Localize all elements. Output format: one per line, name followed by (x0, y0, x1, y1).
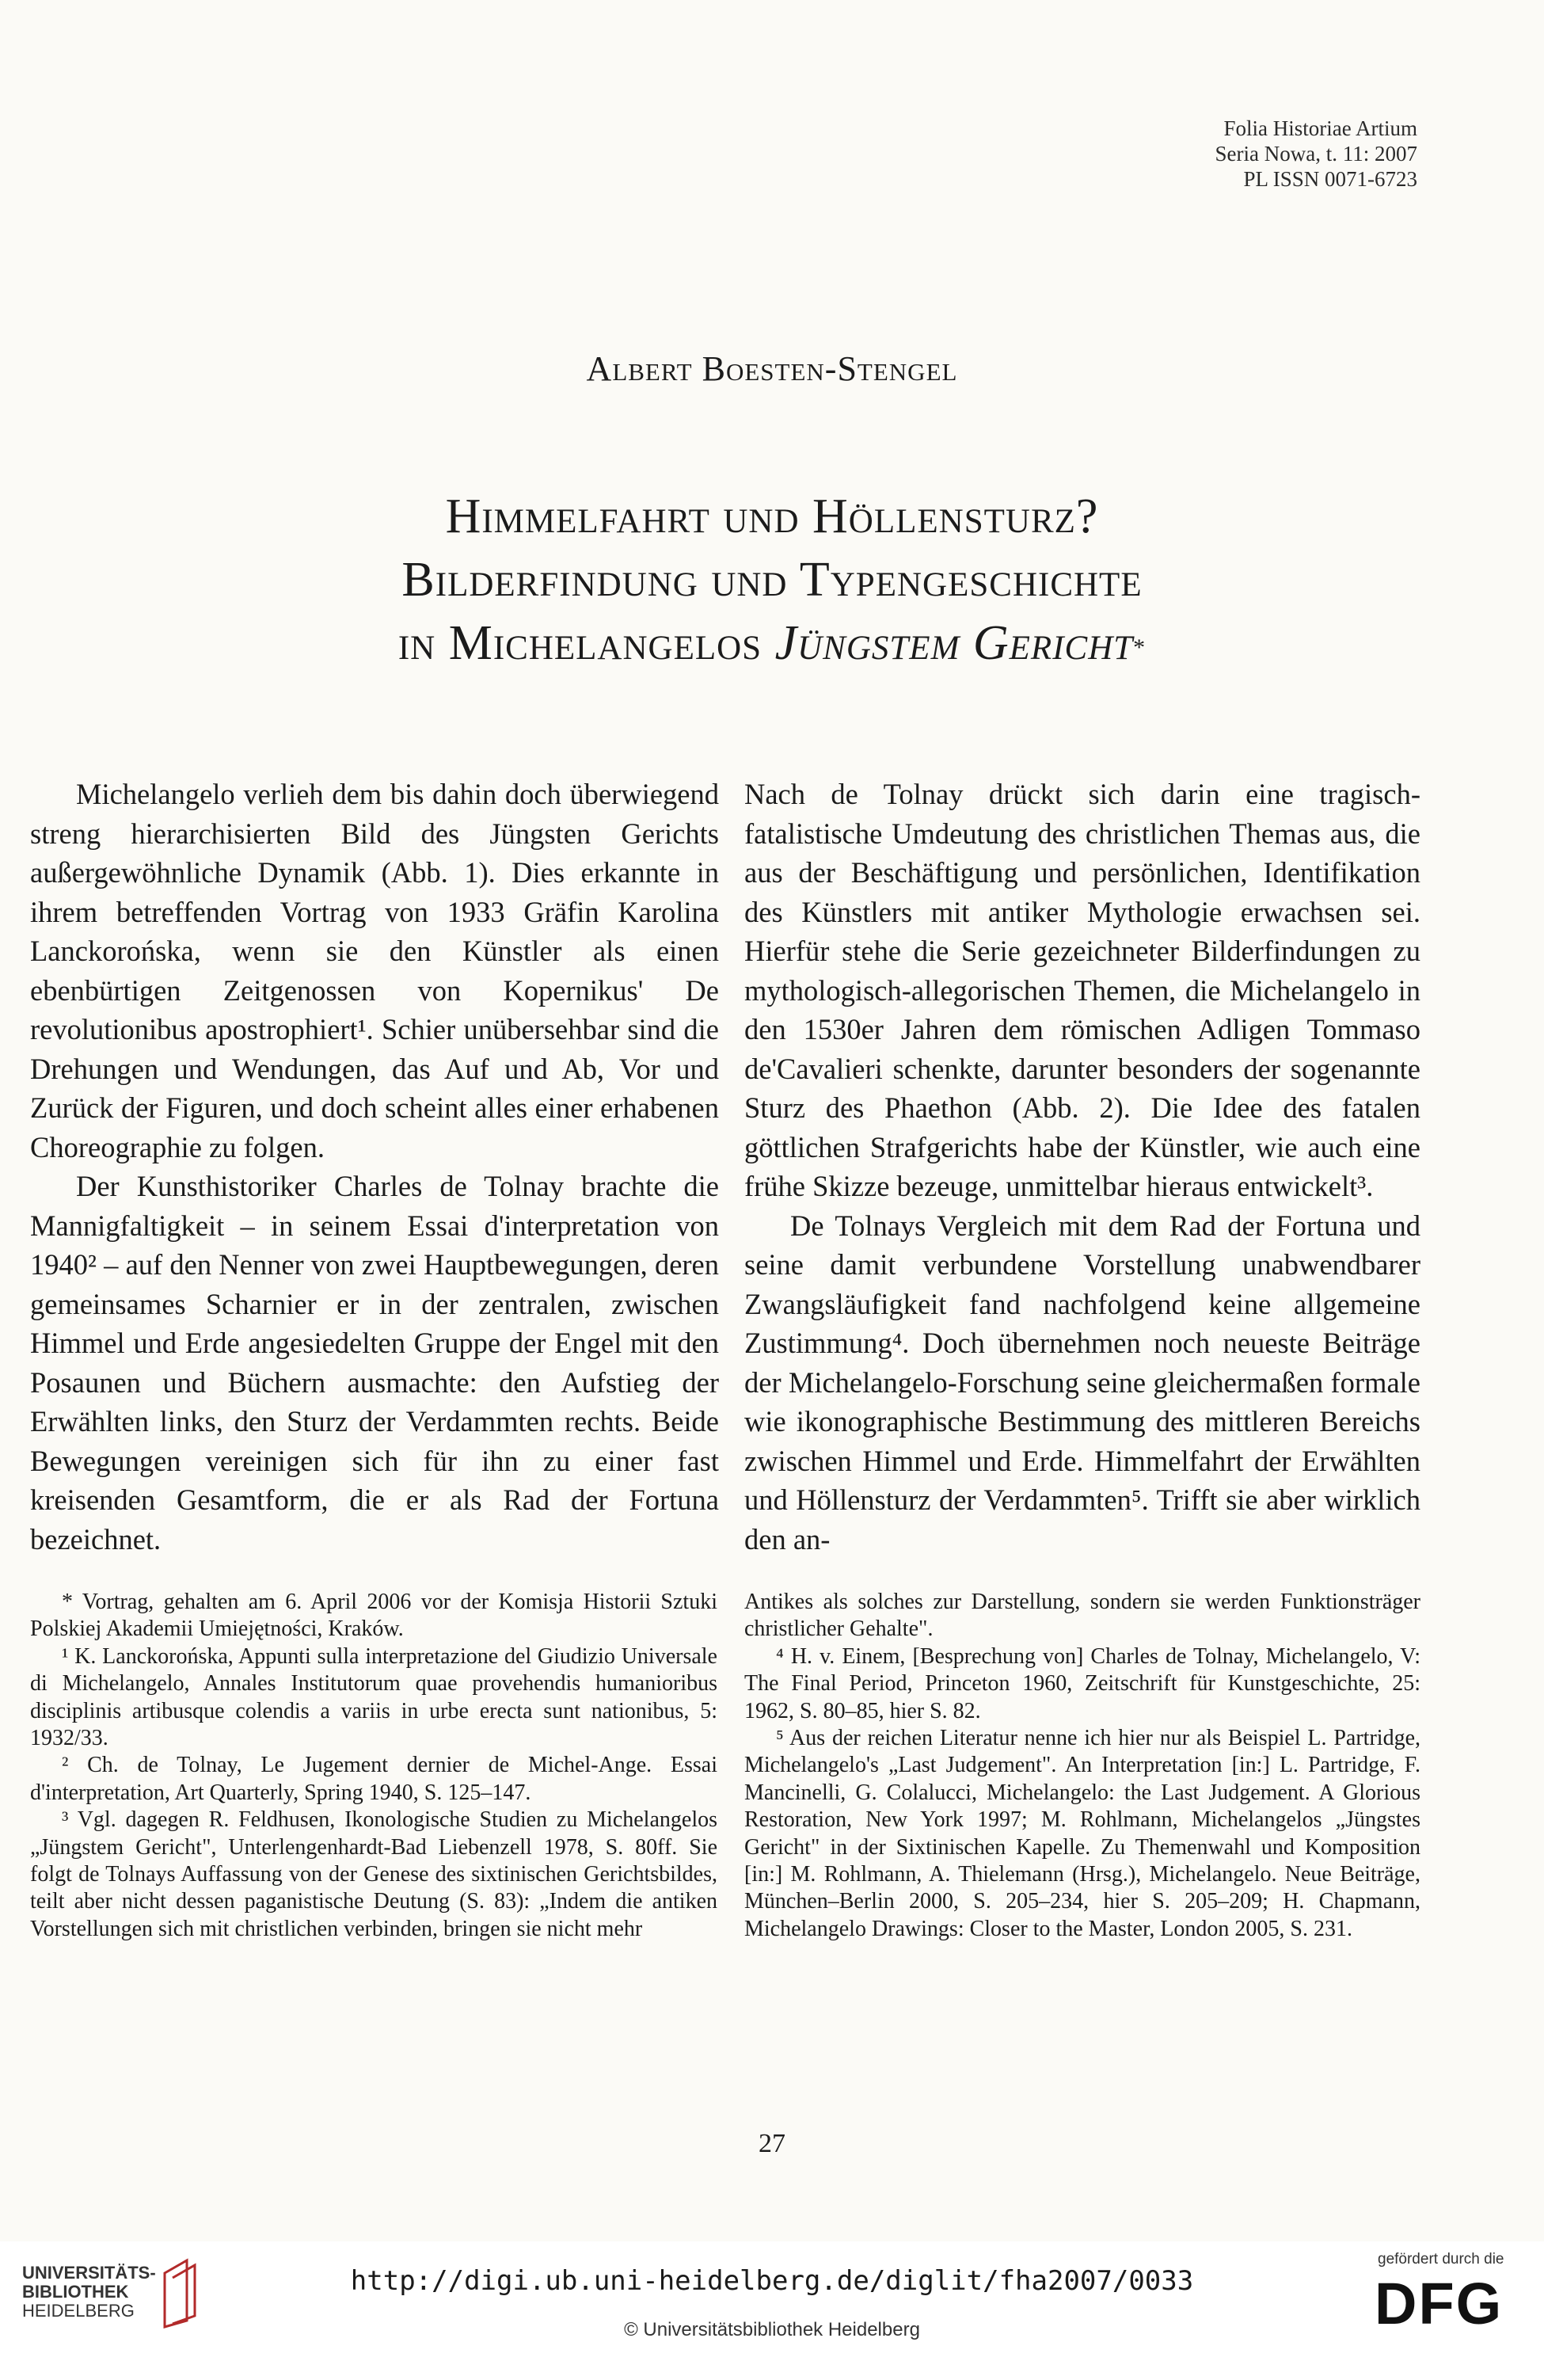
title-line-1: Himmelfahrt und Höllensturz? (445, 489, 1099, 543)
library-line-2: BIBLIOTHEK (22, 2282, 129, 2302)
journal-info (1215, 116, 1417, 192)
body-column-left (30, 775, 719, 1559)
title-footnote-mark: * (1133, 634, 1147, 661)
library-line-1: UNIVERSITÄTS- (22, 2263, 156, 2283)
footnote-1: ¹ K. Lanckorońska, Appunti sulla interpretazione del Giudizio Universale di Michelangelo, Annales Institutorum quae provehendis humanioribus disciplinis artibusque colendis a variis in urbe erecta sunt nationibus, 5: 1932/33. (30, 1643, 717, 1751)
footnote-3: ³ Vgl. dagegen R. Feldhusen, Ikonologische Studien zu Michelangelos „Jüngstem Gericht", Unterlengenhardt-Bad Liebenzell 1978, S. 80ff. Sie folgt de Tolnays Auffassung von der Genese des sixtinischen Gerichtsbildes, teilt aber nicht dessen paganistische Deutung (S. 83): „Indem die antiken Vorstellungen sich mit christlichen verbinden, bringen sie nicht mehr (30, 1807, 717, 1941)
page-number: 27 (759, 2129, 785, 2158)
source-url-link[interactable]: http://digi.ub.uni-heidelberg.de/diglit/fha2007/0033 (350, 2265, 1194, 2297)
paragraph: De Tolnays Vergleich mit dem Rad der Fortuna und seine damit verbundene Vorstellung unabwendbarer Zwangsläufigkeit fand nachfolgend keine allgemeine Zustimmung⁴. Doch übernehmen noch neueste Beiträge der Michelangelo-Forschung seine gleichermaßen formale wie ikonographische Bestimmung des mittleren Bereichs zwischen Himmel und Erde. Himmelfahrt der Erwählten und Höllensturz der Verdammten⁵. Trifft sie aber wirklich den an- (744, 1209, 1420, 1556)
title-line-3-prefix: in Michelangelos (397, 616, 775, 670)
title-line-3 (0, 611, 1544, 675)
dfg-label: gefördert durch die (1378, 2251, 1504, 2268)
author-name: Albert Boesten-Stengel (586, 349, 958, 388)
footer-bar (0, 2241, 1544, 2380)
footnote-star: * Vortrag, gehalten am 6. April 2006 vor der Komisja Historii Sztuki Polskiej Akademii Umiejętności, Kraków. (30, 1590, 717, 1642)
footnote-3-continued: Antikes als solches zur Darstellung, sondern sie werden Funktionsträger christlicher Gehalte". (744, 1590, 1420, 1642)
title-line-2: Bilderfindung und Typengeschichte (401, 553, 1143, 607)
paragraph: Nach de Tolnay drückt sich darin eine tragisch-fatalistische Umdeutung des christlichen Themas aus, die aus der Beschäftigung und persönlichen, Identifikation des Künstlers mit antiker Mythologie erwachsen sei. Hierfür stehe die Serie gezeichneter Bilderfindungen zu mythologisch-allegorischen Themen, die Michelangelo in den 1530er Jahren dem römischen Adligen Tommaso de'Cavalieri schenkte, darunter besonders der sogenannte Sturz des Phaethon (Abb. 2). Die Idee des fatalen göttlichen Strafgerichts habe der Künstler, wie auch eine frühe Skizze bezeuge, unmittelbar hieraus entwickelt³. (744, 778, 1420, 1202)
paragraph: Der Kunsthistoriker Charles de Tolnay brachte die Mannigfaltigkeit – in seinem Essai d'interpretation von 1940² – auf den Nenner von zwei Hauptbewegungen, deren gemeinsames Scharnier er in der zentralen, zwischen Himmel und Erde angesiedelten Gruppe der Engel mit den Posaunen und Büchern ausmachte: den Aufstieg der Erwählten links, den Sturz der Verdammten rechts. Beide Bewegungen vereinigen sich für ihn zu einer fast kreisenden Gesamtform, die er als Rad der Fortuna bezeichnet. (30, 1170, 719, 1556)
body-column-right (744, 775, 1420, 1559)
paragraph: Michelangelo verlieh dem bis dahin doch überwiegend streng hierarchisierten Bild des Jüngsten Gerichts außergewöhnliche Dynamik (Abb. 1). Dies erkannte in ihrem betreffenden Vortrag von 1933 Gräfin Karolina Lanckorońska, wenn sie den Künstler als einen ebenbürtigen Zeitgenossen von Kopernikus' De revolutionibus apostrophiert¹. Schier unübersehbar sind die Drehungen und Wendungen, das Auf und Ab, Vor und Zurück der Figuren, und doch scheint alles einer erhabenen Choreographie zu folgen. (30, 778, 719, 1163)
footnotes-right (744, 1589, 1420, 1943)
journal-series: Seria Nowa, t. 11: 2007 (1215, 142, 1417, 166)
journal-name: Folia Historiae Artium (1223, 116, 1417, 140)
footnote-5: ⁵ Aus der reichen Literatur nenne ich hier nur als Beispiel L. Partridge, Michelangelo's „Last Judgement". An Interpretation [in:] L. Partridge, F. Mancinelli, G. Colalucci, Michelangelo: the Last Judgement. A Glorious Restoration, New York 1997; M. Rohlmann, Michelangelos „Jüngstes Gericht" in der Sixtinischen Kapelle. Zu Themenwahl und Komposition [in:] M. Rohlmann, A. Thielemann (Hrsg.), Michelangelo. Neue Beiträge, München–Berlin 2000, S. 205–234, hier S. 205–209; H. Chapmann, Michelangelo Drawings: Closer to the Master, London 2005, S. 231. (744, 1726, 1420, 1941)
footnote-4: ⁴ H. v. Einem, [Besprechung von] Charles de Tolnay, Michelangelo, V: The Final Period, Princeton 1960, Zeitschrift für Kunstgeschichte, 25: 1962, S. 80–85, hier S. 82. (744, 1643, 1420, 1723)
journal-issn: PL ISSN 0071-6723 (1243, 167, 1417, 191)
footnote-2: ² Ch. de Tolnay, Le Jugement dernier de Michel-Ange. Essai d'interpretation, Art Quarterly, Spring 1940, S. 125–147. (30, 1753, 717, 1805)
footnotes-left (30, 1589, 717, 1943)
title-line-3-italic: Jüngstem Gericht (774, 616, 1134, 670)
dfg-logo: DFG (1375, 2271, 1504, 2336)
copyright-text: © Universitätsbibliothek Heidelberg (624, 2319, 920, 2340)
article-title (0, 485, 1544, 675)
library-line-3: HEIDELBERG (22, 2301, 135, 2321)
